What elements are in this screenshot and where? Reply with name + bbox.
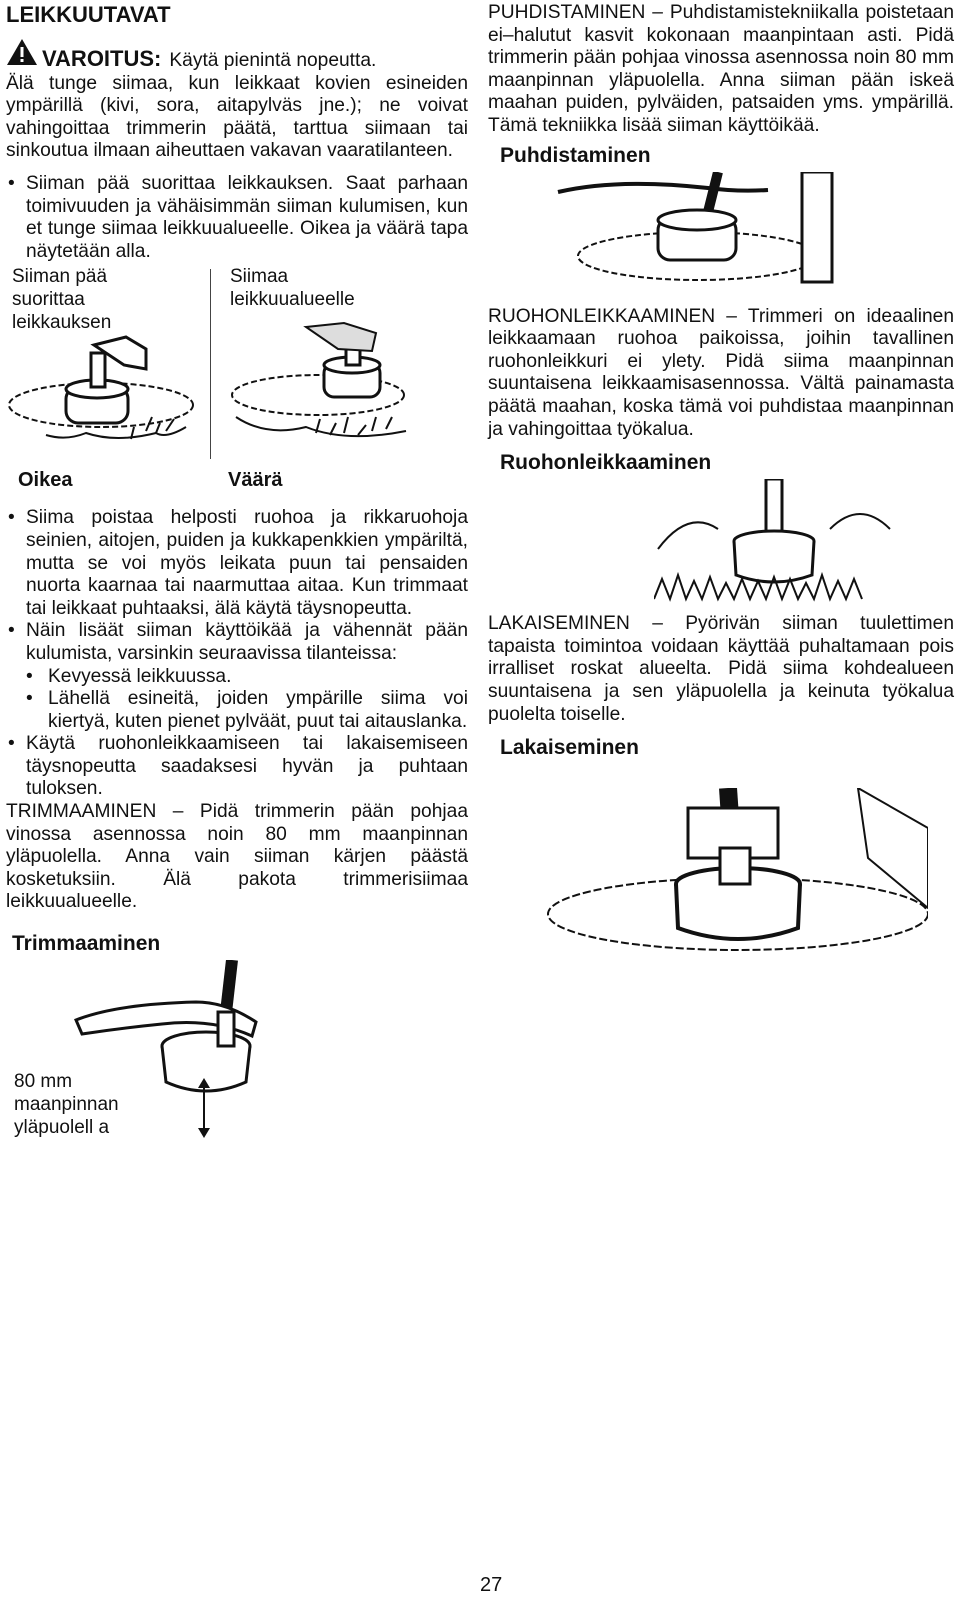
cleaning-text: PUHDISTAMINEN – Puhdistamistekniikalla poistetaan ei–halutut kasvit kokonaan maanpintaan asti. Pidä trimmerin pään pohjaa vinossa asennossa noin 80 mm maanpinnan yläpuolella. Anna siiman pään iskeä maahan puiden, pylväiden, patsaiden yms. ympärillä. Tämä tekniikka lisää siiman käyttöikää. <box>488 2 954 136</box>
caption-wrong: Siimaa leikkuualueelle <box>230 266 355 311</box>
warning-line <box>6 38 468 73</box>
bullet-line-life: • Näin lisäät siiman käyttöikää ja vähennät pään kulumista, varsinkin seuraavissa tilanteissa: <box>6 620 468 665</box>
cleaning-heading: Puhdistaminen <box>500 143 651 167</box>
figure-right-wrong <box>6 265 468 501</box>
trimmer-head-illustration <box>226 321 426 461</box>
trim-caption-line3: yläpuolell a <box>14 1117 110 1139</box>
trim-caption-line1: 80 mm <box>14 1071 73 1093</box>
caption-right: Siiman pää suorittaa leikkauksen <box>12 266 112 334</box>
trimmer-head-illustration <box>6 335 206 475</box>
mowing-heading: Ruohonleikkaaminen <box>500 451 712 475</box>
bullet-full-speed: • Käytä ruohonleikkaamiseen tai lakaisemiseen täysnopeutta saadaksesi hyvän ja puhtaan tuloksen. <box>6 733 468 801</box>
section-title: LEIKKUUTAVAT <box>6 2 171 27</box>
trim-caption-line2: maanpinnan <box>14 1094 119 1116</box>
left-column <box>6 0 468 1140</box>
figure-trimming <box>6 960 468 1140</box>
mowing-text: RUOHONLEIKKAAMINEN – Trimmeri on ideaalinen leikkaamaan ruohoa paikoissa, joihin tavallinen ruohonleikkuri ei ylety. Pidä siima maanpinnan suuntaisena leikkaamisasennossa. Vältä painamasta päätä maahan, koska tämä voi puhdistaa maanpinnan ja vahingoittaa työkalua. <box>488 305 954 440</box>
sweeping-heading: Lakaiseminen <box>500 736 639 760</box>
warning-triangle-icon <box>6 38 38 66</box>
right-column <box>488 0 954 760</box>
warning-body: Älä tunge siimaa, kun leikkaat kovien esineiden ympärillä (kivi, sora, aitapylväs jne.); ne voivat vahingoittaa trimmerin päätä, tarttua siimaan tai sinkoutua ilmaan aiheuttaen vakavan vaaratilanteen. <box>6 72 468 162</box>
trimmer-head-illustration <box>654 479 894 609</box>
warning-label: VAROITUS: <box>42 46 162 71</box>
trimmer-head-illustration <box>528 788 928 988</box>
sub-bullet-light-cutting: • Kevyessä leikkuussa. <box>6 666 468 689</box>
figure-divider <box>210 269 211 459</box>
page-number: 27 <box>480 1574 503 1596</box>
sweeping-text: LAKAISEMINEN – Pyörivän siiman tuulettimen tapaista toimintoa voidaan käyttää puhaltamaan pois irralliset roskat alueelta. Pidä siima kohdealueen suuntaisena ja sen yläpuolella ja keinuta työkalua puolelta toiselle. <box>488 613 954 725</box>
trimming-text: TRIMMAAMINEN – Pidä trimmerin pään pohjaa vinossa asennossa noin 80 mm maanpinnan yläpuolella. Anna vain siiman kärjen päästä kosketuksiin. Älä pakota trimmerisiimaa leikkuualueelle. <box>6 801 468 913</box>
label-wrong: Väärä <box>228 469 283 492</box>
label-right: Oikea <box>18 469 73 492</box>
sub-bullet-near-objects: • Lähellä esineitä, joiden ympärille siima voi kiertyä, kuten pienet pylväät, puut tai aitauslanka. <box>6 688 468 733</box>
trimming-heading: Trimmaaminen <box>12 932 161 956</box>
double-arrow-icon <box>196 1078 212 1138</box>
bullet-trim-walls: • Siima poistaa helposti ruohoa ja rikkaruohoja seinien, aitojen, puiden ja kukkapenkkien ympäriltä, mutta se voi myös leikata puun tai pensaiden nuorta kaarnaa tai naarmuttaa aitaa. Kun trimmaat tai leikkaat puhtaaksi, älä käytä täysnopeutta. <box>6 507 468 620</box>
warning-first-line: Käytä pienintä nopeutta. <box>169 50 377 71</box>
trimmer-head-illustration <box>548 172 848 292</box>
bullet-cutting-tip: • Siiman pää suorittaa leikkauksen. Saat parhaan toimivuuden ja vähäisimmän siiman kulumisen, kun et tunge siimaa leikkuualueelle. Oikea ja väärä tapa näytetään alla. <box>6 173 468 263</box>
